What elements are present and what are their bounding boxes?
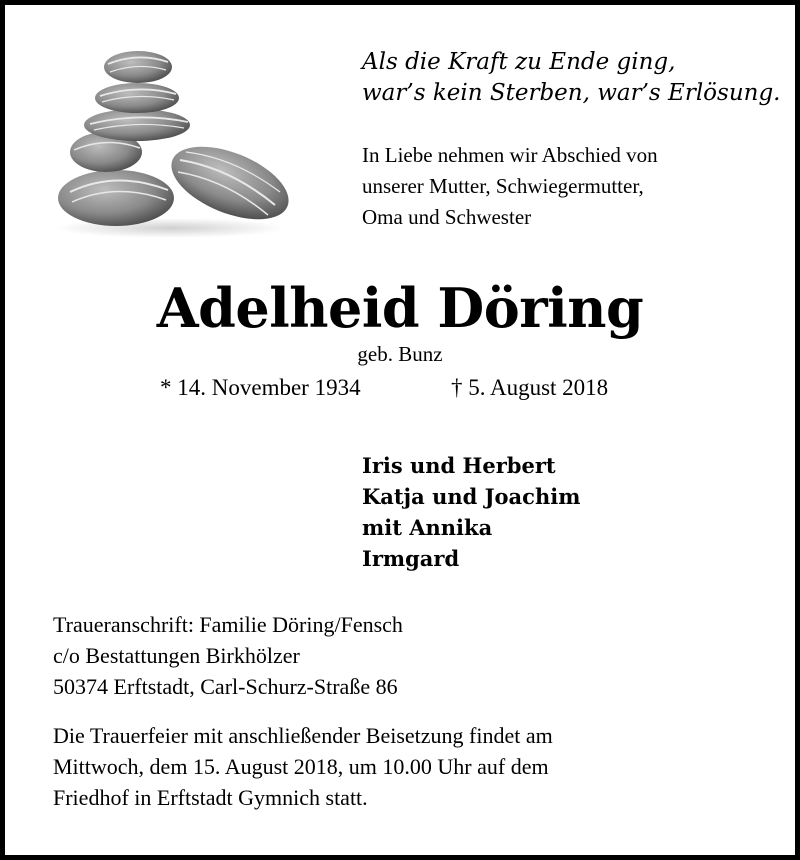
intro-line: Oma und Schwester <box>362 205 532 229</box>
service-line: Mittwoch, dem 15. August 2018, um 10.00 Uhr auf dem <box>53 754 549 779</box>
mourners-list <box>362 450 580 574</box>
death-date: † 5. August 2018 <box>451 375 609 400</box>
service-line: Friedhof in Erftstadt Gymnich statt. <box>53 785 368 810</box>
mourner: Iris und Herbert <box>362 453 556 478</box>
address-line: Traueranschrift: Familie Döring/Fensch <box>53 612 403 637</box>
mourner: Irmgard <box>362 546 460 571</box>
stacked-stones-icon <box>50 40 295 240</box>
mourning-address <box>53 609 403 702</box>
maiden-name: geb. Bunz <box>357 342 443 366</box>
funeral-service-info <box>53 720 553 813</box>
address-line: 50374 Erftstadt, Carl-Schurz-Straße 86 <box>53 674 398 699</box>
service-line: Die Trauerfeier mit anschließender Beisetzung findet am <box>53 723 553 748</box>
intro-line: unserer Mutter, Schwiegermutter, <box>362 174 644 198</box>
quote <box>362 47 781 109</box>
mourner: Katja und Joachim <box>362 484 581 509</box>
intro-line: In Liebe nehmen wir Abschied von <box>362 143 658 167</box>
mourner: mit Annika <box>362 515 493 540</box>
quote-line: war’s kein Sterben, war’s Erlösung. <box>362 80 781 106</box>
deceased-name: Adelheid Döring <box>156 276 644 340</box>
birth-date: * 14. November 1934 <box>160 375 361 400</box>
quote-line: Als die Kraft zu Ende ging, <box>362 49 676 75</box>
address-line: c/o Bestattungen Birkhölzer <box>53 643 300 668</box>
farewell-intro <box>362 140 658 233</box>
